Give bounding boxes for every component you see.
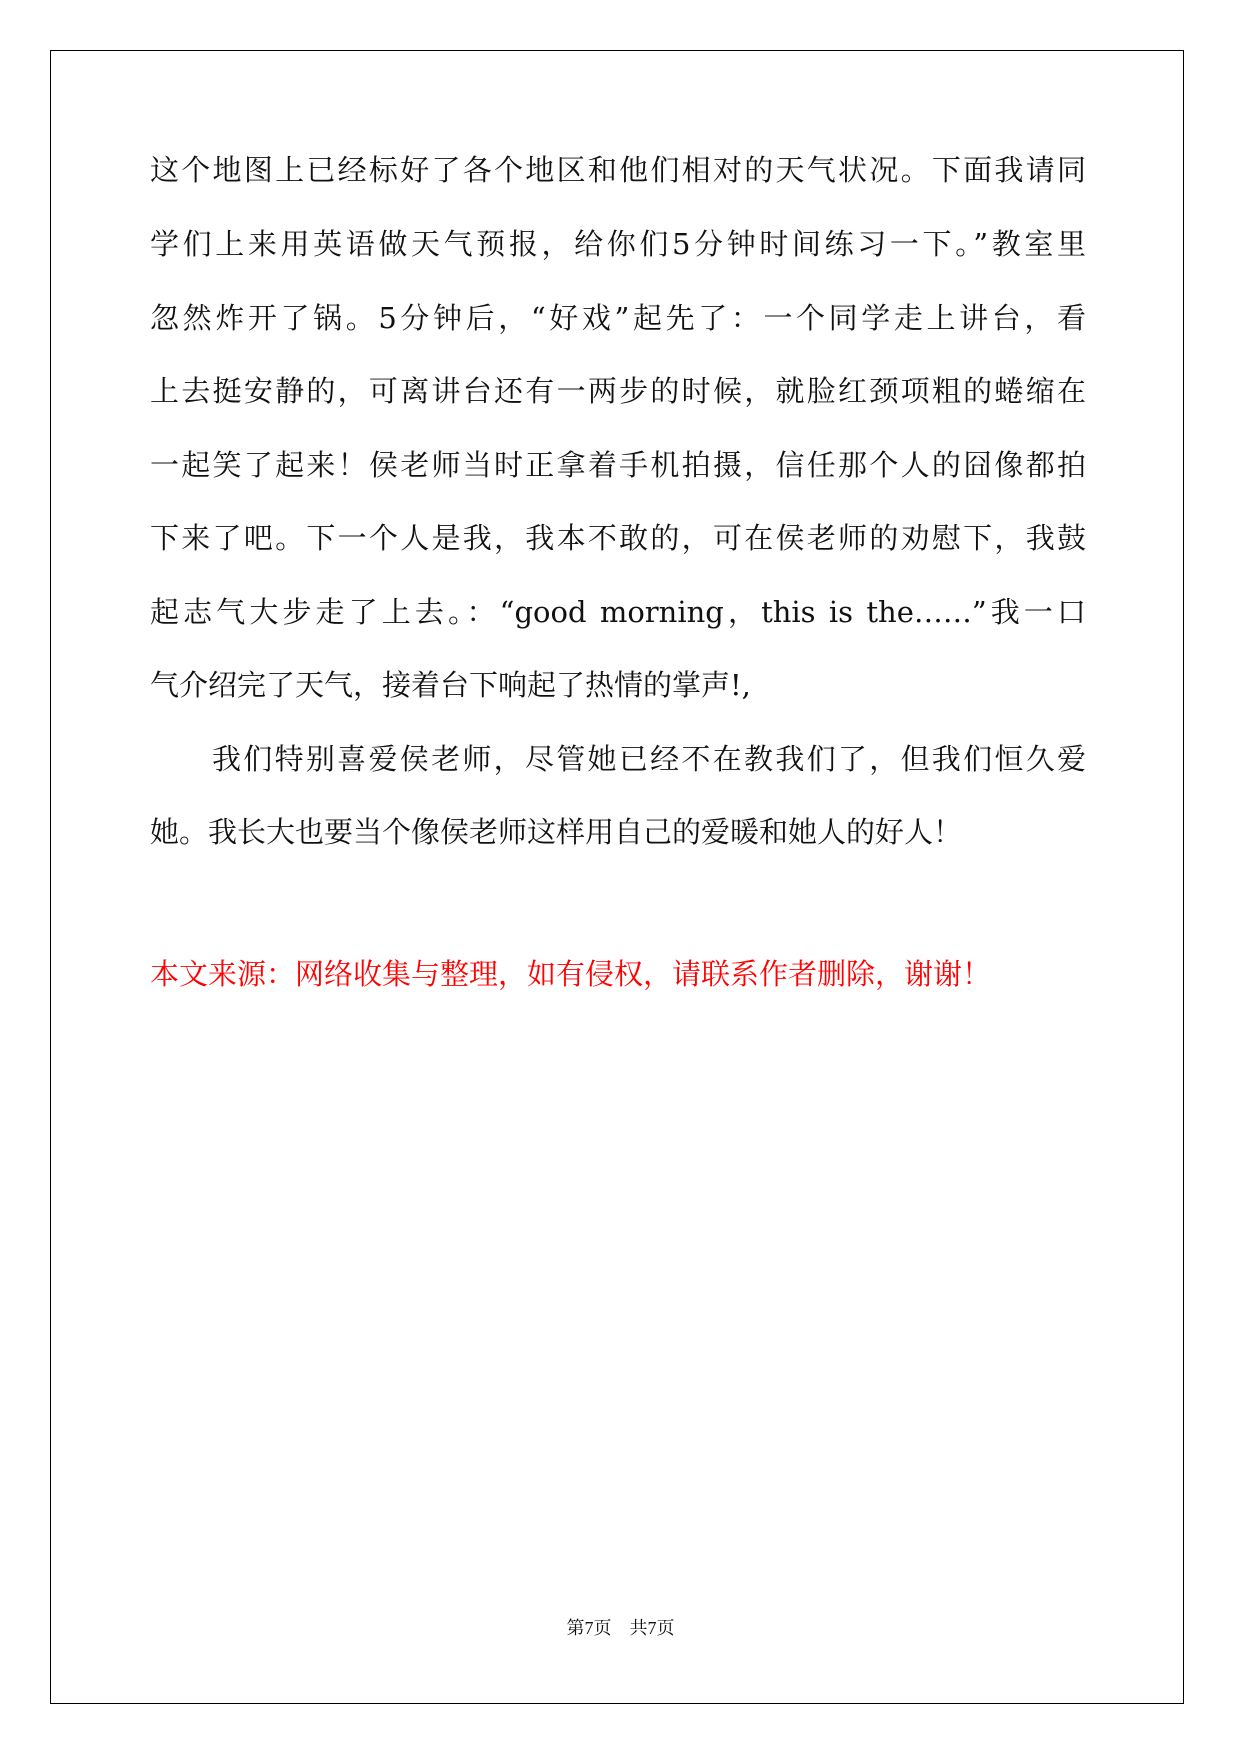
source-note: 本文来源：网络收集与整理，如有侵权，请联系作者删除，谢谢！ bbox=[150, 957, 992, 991]
text-line: 上去挺安静的，可离讲台还有一两步的时候，就脸红颈项粗的蜷缩在 bbox=[150, 374, 1086, 408]
page-footer: 第7页 共7页 bbox=[566, 1618, 675, 1638]
text-line: 气介绍完了天气，接着台下响起了热情的掌声!, bbox=[150, 668, 751, 702]
text-line: 学们上来用英语做天气预报，给你们5分钟时间练习一下。”教室里 bbox=[150, 227, 1086, 261]
text-line: 忽然炸开了锅。5分钟后，“好戏”起先了：一个同学走上讲台，看 bbox=[150, 301, 1086, 335]
text-line: 一起笑了起来！侯老师当时正拿着手机拍摄，信任那个人的囧像都拍 bbox=[150, 448, 1086, 482]
text-line: 这个地图上已经标好了各个地区和他们相对的天气状况。下面我请同 bbox=[150, 153, 1086, 187]
text-line: 她。我长大也要当个像侯老师这样用自己的爱暖和她人的好人！ bbox=[150, 815, 963, 849]
text-line: 我们特别喜爱侯老师，尽管她已经不在教我们了，但我们恒久爱 bbox=[212, 742, 1086, 776]
text-line: 下来了吧。下一个人是我，我本不敢的，可在侯老师的劝慰下，我鼓 bbox=[150, 521, 1086, 555]
text-line: 起志气大步走了上去。：“good morning，this is the……”我一口 bbox=[150, 595, 1086, 629]
